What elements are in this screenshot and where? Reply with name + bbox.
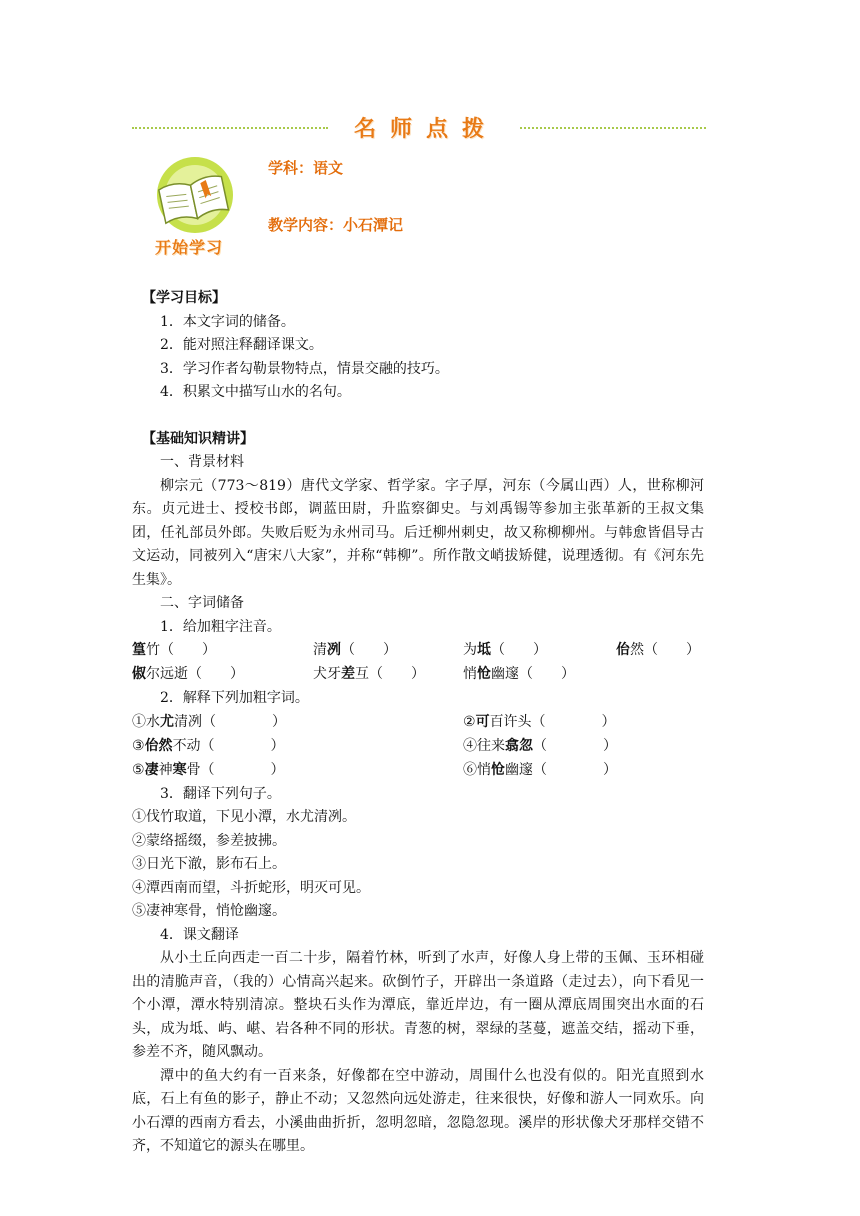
banner-title: 名师点拨 [353, 117, 498, 142]
translation-paragraph: 从小土丘向西走一百二十步，隔着竹林，听到了水声，好像人身上带的玉佩、玉环相碰出的清脆声音，（我的）心情高兴起来。砍倒竹子，开辟出一条道路（走过去），向下看见一个小潭，潭水特别清凉。整块石头作为潭底，靠近岸边，有一圈从潭底周围突出水面的石头，成为坻、屿、嵁、岩各种不同的形状。青葱的树，翠绿的茎蔓，遮盖交结，摇动下垂，参差不齐，随风飘动。 [132, 950, 704, 1060]
start-learning-badge [143, 153, 245, 257]
explain-item: ②可百许头（ ） [463, 713, 616, 730]
question-title: 4．课文翻译 [160, 926, 239, 943]
explain-item: ①水尤清冽（ ） [132, 713, 286, 730]
sentence-item: ④潭西南而望，斗折蛇形，明灭可见。 [132, 879, 370, 896]
dotted-divider-left [132, 127, 328, 129]
pinyin-item: 清冽（ ） [313, 642, 397, 658]
basics-heading: 【基础知识精讲】 [142, 430, 254, 447]
subject-label: 学科：语文 [268, 159, 344, 177]
document-body [132, 287, 704, 1159]
sentence-item: ⑤凄神寒骨，悄怆幽邃。 [132, 903, 286, 919]
goals-heading: 【学习目标】 [142, 290, 226, 306]
section-title: 一、背景材料 [160, 454, 244, 470]
pinyin-item: 为坻（ ） [463, 642, 547, 658]
goal-item: 3．学习作者勾勒景物特点，情景交融的技巧。 [160, 360, 449, 377]
pinyin-item: 俶尔远逝（ ） [132, 666, 244, 682]
badge-label: 开始学习 [155, 238, 224, 257]
section-banner [132, 114, 706, 144]
question-title: 1．给加粗字注音。 [160, 618, 281, 635]
explain-item: ③佁然不动（ ） [132, 737, 285, 754]
pinyin-item: 佁然（ ） [616, 642, 700, 658]
goal-item: 4．积累文中描写山水的名句。 [160, 384, 351, 400]
sentence-item: ①伐竹取道，下见小潭，水尤清冽。 [132, 809, 356, 825]
pinyin-item: 悄怆幽邃（ ） [463, 666, 575, 682]
question-title: 2．解释下列加粗字词。 [160, 690, 309, 706]
goal-item: 2．能对照注释翻译课文。 [160, 337, 323, 353]
pinyin-item: 犬牙差互（ ） [313, 666, 425, 682]
background-paragraph: 柳宗元（773～819）唐代文学家、哲学家。字子厚，河东（今属山西）人，世称柳河东。贞元进士、授校书郎，调蓝田尉，升监察御史。与刘禹锡等参加主张革新的王叔文集团，任礼部员外郎。失败后贬为永州司马。后迁柳州刺史，故又称柳柳州。与韩愈皆倡导古文运动，同被列入“唐宋八大家”，并称“韩柳”。所作散文峭拔矫健，说理透彻。有《河东先生集》。 [132, 477, 704, 588]
pinyin-row [132, 639, 704, 663]
translation-paragraph: 潭中的鱼大约有一百来条，好像都在空中游动，周围什么也没有似的。阳光直照到水底，石上有鱼的影子，静止不动；又忽然向远处游走，往来很快，好像和游人一同欢乐。向小石潭的西南方看去，小溪曲曲折折，忽明忽暗，忽隐忽现。溪岸的形状像犬牙那样交错不齐，不知道它的源头在哪里。 [132, 1067, 704, 1154]
section-title: 二、字词储备 [160, 595, 244, 611]
open-book-icon [143, 153, 245, 237]
sentence-item: ②蒙络摇缀，参差披拂。 [132, 832, 286, 849]
explain-item: ⑤凄神寒骨（ ） [132, 761, 285, 778]
lesson-content-label: 教学内容：小石潭记 [268, 216, 404, 234]
explain-row [132, 711, 704, 735]
explain-row [132, 759, 704, 783]
goal-item: 1．本文字词的储备。 [160, 313, 295, 330]
explain-item: ⑥悄怆幽邃（ ） [463, 761, 617, 778]
pinyin-item: 篁竹（ ） [132, 642, 216, 658]
pinyin-row [132, 663, 704, 687]
question-title: 3．翻译下列句子。 [160, 785, 281, 802]
dotted-divider-right [520, 127, 706, 129]
sentence-item: ③日光下澈，影布石上。 [132, 856, 286, 872]
explain-row [132, 735, 704, 759]
explain-item: ④往来翕忽（ ） [463, 737, 617, 754]
